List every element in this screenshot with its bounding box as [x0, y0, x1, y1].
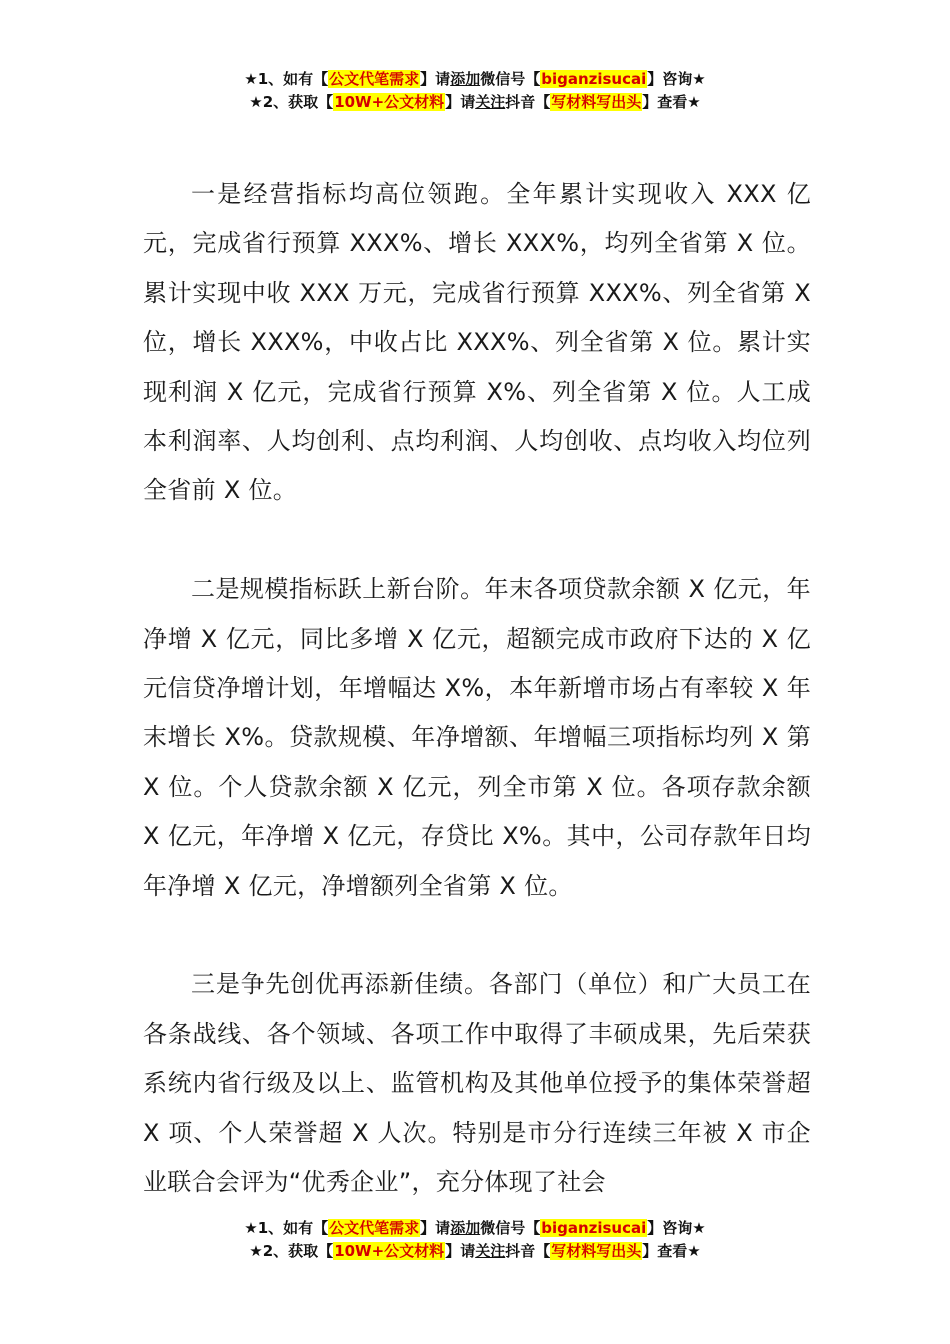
banner-highlight: biganzisucai [541, 70, 647, 88]
banner-text: 抖音【 [505, 1242, 551, 1260]
banner-text: 】请 [420, 70, 451, 88]
banner-highlight: biganzisucai [541, 1219, 647, 1237]
banner-text: 微信号【 [480, 70, 541, 88]
banner-line-1 [0, 1217, 950, 1240]
paragraph-honors: 三是争先创优再添新佳绩。各部门（单位）和广大员工在各条战线、各个领域、各项工作中取得了丰硕成果，先后荣获系统内省行级及以上、监管机构及其他单位授予的集体荣誉超 X 项、个人荣誉超 X 人次。特别是市分行连续三年被 X 市企业联合会评为“优秀企业”，充分体现了社会 [143, 970, 811, 1197]
banner-text: 】请 [445, 93, 476, 111]
banner-highlight: 写材料写出头 [551, 1242, 642, 1260]
banner-underline: 关注 [475, 93, 506, 111]
banner-text: ★1、如有【 [244, 70, 329, 88]
banner-text: 微信号【 [480, 1219, 541, 1237]
banner-highlight: 10W+公文材料 [334, 93, 445, 111]
banner-underline: 添加 [450, 70, 481, 88]
banner-text: 】请 [445, 1242, 476, 1260]
banner-text: ★2、获取【 [249, 93, 334, 111]
banner-text: 】咨询★ [647, 1219, 706, 1237]
document-body [143, 170, 811, 1208]
banner-highlight: 10W+公文材料 [334, 1242, 445, 1260]
banner-text: 抖音【 [505, 93, 551, 111]
footer-banner [0, 1217, 950, 1263]
banner-underline: 关注 [475, 1242, 506, 1260]
paragraph-scale-indicators: 二是规模指标跃上新台阶。年末各项贷款余额 X 亿元，年净增 X 亿元，同比多增 X 亿元，超额完成市政府下达的 X 亿元信贷净增计划，年增幅达 X%，本年新增市场占有率较 X 年末增长 X%。贷款规模、年净增额、年增幅三项指标均列 X 第 X 位。个人贷款余额 X 亿元，列全市第 X 位。各项存款余额 X 亿元，年净增 X 亿元，存贷比 X%。其中，公司存款年日均年净增 X 亿元，净增额列全省第 X 位。 [143, 575, 811, 900]
paragraph-operating-indicators: 一是经营指标均高位领跑。全年累计实现收入 XXX 亿元，完成省行预算 XXX%、增长 XXX%，均列全省第 X 位。累计实现中收 XXX 万元，完成省行预算 XXX%、列全省第 X 位，增长 XXX%，中收占比 XXX%、列全省第 X 位。累计实现利润 X 亿元，完成省行预算 X%、列全省第 X 位。人工成本利润率、人均创利、点均利润、人均创收、点均收入均位列全省前 X 位。 [143, 180, 811, 505]
banner-line-2 [0, 1240, 950, 1263]
banner-underline: 添加 [450, 1219, 481, 1237]
banner-text: ★2、获取【 [249, 1242, 334, 1260]
banner-highlight: 公文代笔需求 [329, 1219, 420, 1237]
banner-highlight: 写材料写出头 [551, 93, 642, 111]
header-banner [0, 68, 950, 114]
banner-text: 】查看★ [642, 1242, 701, 1260]
banner-text: 】咨询★ [647, 70, 706, 88]
banner-text: 】请 [420, 1219, 451, 1237]
banner-text: ★1、如有【 [244, 1219, 329, 1237]
banner-text: 】查看★ [642, 93, 701, 111]
banner-highlight: 公文代笔需求 [329, 70, 420, 88]
banner-line-1 [0, 68, 950, 91]
banner-line-2 [0, 91, 950, 114]
